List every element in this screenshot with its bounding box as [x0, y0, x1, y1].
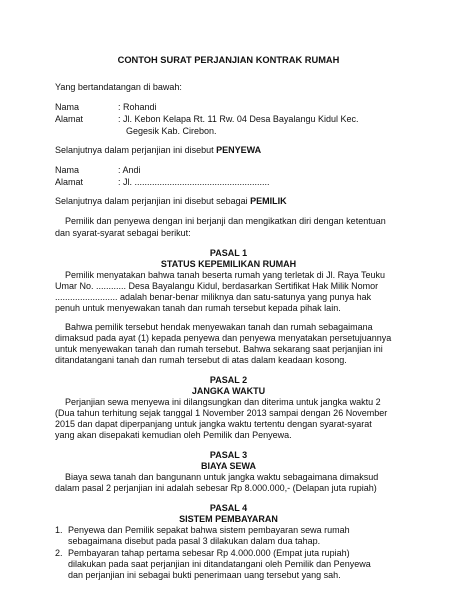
- party2-name-value: : Andi: [118, 165, 141, 175]
- pasal2-para-line: yang akan disepakati kemudian oleh Pemilik dan Penyewa.: [55, 430, 292, 440]
- party1-role-text: Selanjutnya dalam perjanjian ini disebut: [55, 145, 217, 155]
- pasal1-para1-line: Umar No. ............ Desa Bayalangu Kidul, berdasarkan Sertifikat Hak Milik Nomor: [55, 281, 379, 291]
- pasal4-number: PASAL 4: [209, 503, 248, 513]
- party2-role: [55, 196, 287, 208]
- pasal1-para1-line: Pemilik menyatakan bahwa tanah beserta rumah yang terletak di Jl. Raya Teuku: [65, 270, 386, 280]
- pasal4-item-line: Penyewa dan Pemilik sepakat bahwa sistem pembayaran sewa rumah: [68, 525, 350, 535]
- pasal4-item-line: Pembayaran tahap pertama sebesar Rp 4.000.000 (Empat juta rupiah): [68, 548, 350, 558]
- intro-text: Yang bertandatangan di bawah:: [55, 82, 182, 92]
- pasal3-number: PASAL 3: [209, 450, 248, 460]
- party1-name-label: Nama: [55, 102, 80, 112]
- party1-address-line2: Gegesik Kab. Cirebon.: [126, 126, 217, 136]
- agreement-intro-line: Pemilik dan penyewa dengan ini berjanji dan mengikatkan diri dengan ketentuan: [65, 216, 386, 226]
- pasal1-para2-line: untuk menyewakan tanah dan rumah tersebut. Bahwa sekarang saat perjanjian ini: [55, 344, 383, 354]
- party2-address-value: : Jl. ......................................................: [118, 177, 270, 187]
- party2-role-text: Selanjutnya dalam perjanjian ini disebut sebagai: [55, 196, 251, 206]
- pasal4-heading: SISTEM PEMBAYARAN: [179, 514, 278, 524]
- pasal4-item-number: 2.: [55, 548, 63, 558]
- pasal1-para1-line: ......................... adalah benar-benar miliknya dan satu-satunya yang punya hak: [55, 292, 372, 302]
- pasal2-para-line: (Dua tahun terhitung sejak tanggal 1 November 2013 sampai dengan 26 November: [55, 408, 388, 418]
- pasal4-item-line: dan perjanjian ini sebagai bukti penerimaan uang tersebut yang sah.: [68, 570, 341, 580]
- party1-name-value: : Rohandi: [118, 102, 157, 112]
- pasal3-heading: BIAYA SEWA: [200, 461, 257, 471]
- pasal4-item-line: dilakukan pada saat perjanjian ini ditandatangani oleh Pemilik dan Penyewa: [68, 559, 371, 569]
- party1-role-name: PENYEWA: [216, 145, 262, 155]
- pasal4-item-number: 1.: [55, 525, 63, 535]
- party2-name-label: Nama: [55, 165, 80, 175]
- party1-address-line1: : Jl. Kebon Kelapa Rt. 11 Rw. 04 Desa Bayalangu Kidul Kec.: [118, 114, 359, 124]
- party1-address-label: Alamat: [55, 114, 84, 124]
- document-title: CONTOH SURAT PERJANJIAN KONTRAK RUMAH: [117, 55, 340, 65]
- pasal1-para1-line: penuh untuk menyewakan tanah dan rumah tersebut kepada pihak lain.: [55, 303, 341, 313]
- pasal3-para-line: dalam pasal 2 perjanjian ini adalah sebesar Rp 8.000.000,- (Delapan juta rupiah): [55, 483, 377, 493]
- pasal3-para-line: Biaya sewa tanah dan bangunann untuk jangka waktu sebagaimana dimaksud: [65, 472, 379, 482]
- pasal1-para2-line: Bahwa pemilik tersebut hendak menyewakan tanah dan rumah sebagaimana: [65, 322, 373, 332]
- pasal2-para-line: 2015 dan dapat diperpanjang untuk jangka waktu tertentu dengan syarat-syarat: [55, 419, 372, 429]
- pasal1-para2-line: dimaksud pada ayat (1) kepada penyewa dan penyewa menyatakan persetujuannya: [55, 333, 392, 343]
- agreement-intro-line: dan syarat-syarat sebagai berikut:: [55, 228, 191, 238]
- party1-role: [55, 145, 261, 157]
- pasal1-para2-line: ditandatangani tanah dan rumah tersebut di atas dalam keadaan kosong.: [55, 355, 347, 365]
- pasal2-para-line: Perjanjian sewa menyewa ini dilangsungkan dan diterima untuk jangka waktu 2: [65, 397, 381, 407]
- pasal2-number: PASAL 2: [209, 375, 248, 385]
- party2-role-name: PEMILIK: [250, 196, 287, 206]
- pasal2-heading: JANGKA WAKTU: [191, 386, 266, 396]
- pasal4-item-line: sebagaimana disebut pada pasal 3 dilakukan dalam dua tahap.: [68, 536, 321, 546]
- pasal1-heading: STATUS KEPEMILIKAN RUMAH: [160, 259, 297, 269]
- pasal1-number: PASAL 1: [209, 248, 248, 258]
- party2-address-label: Alamat: [55, 177, 84, 187]
